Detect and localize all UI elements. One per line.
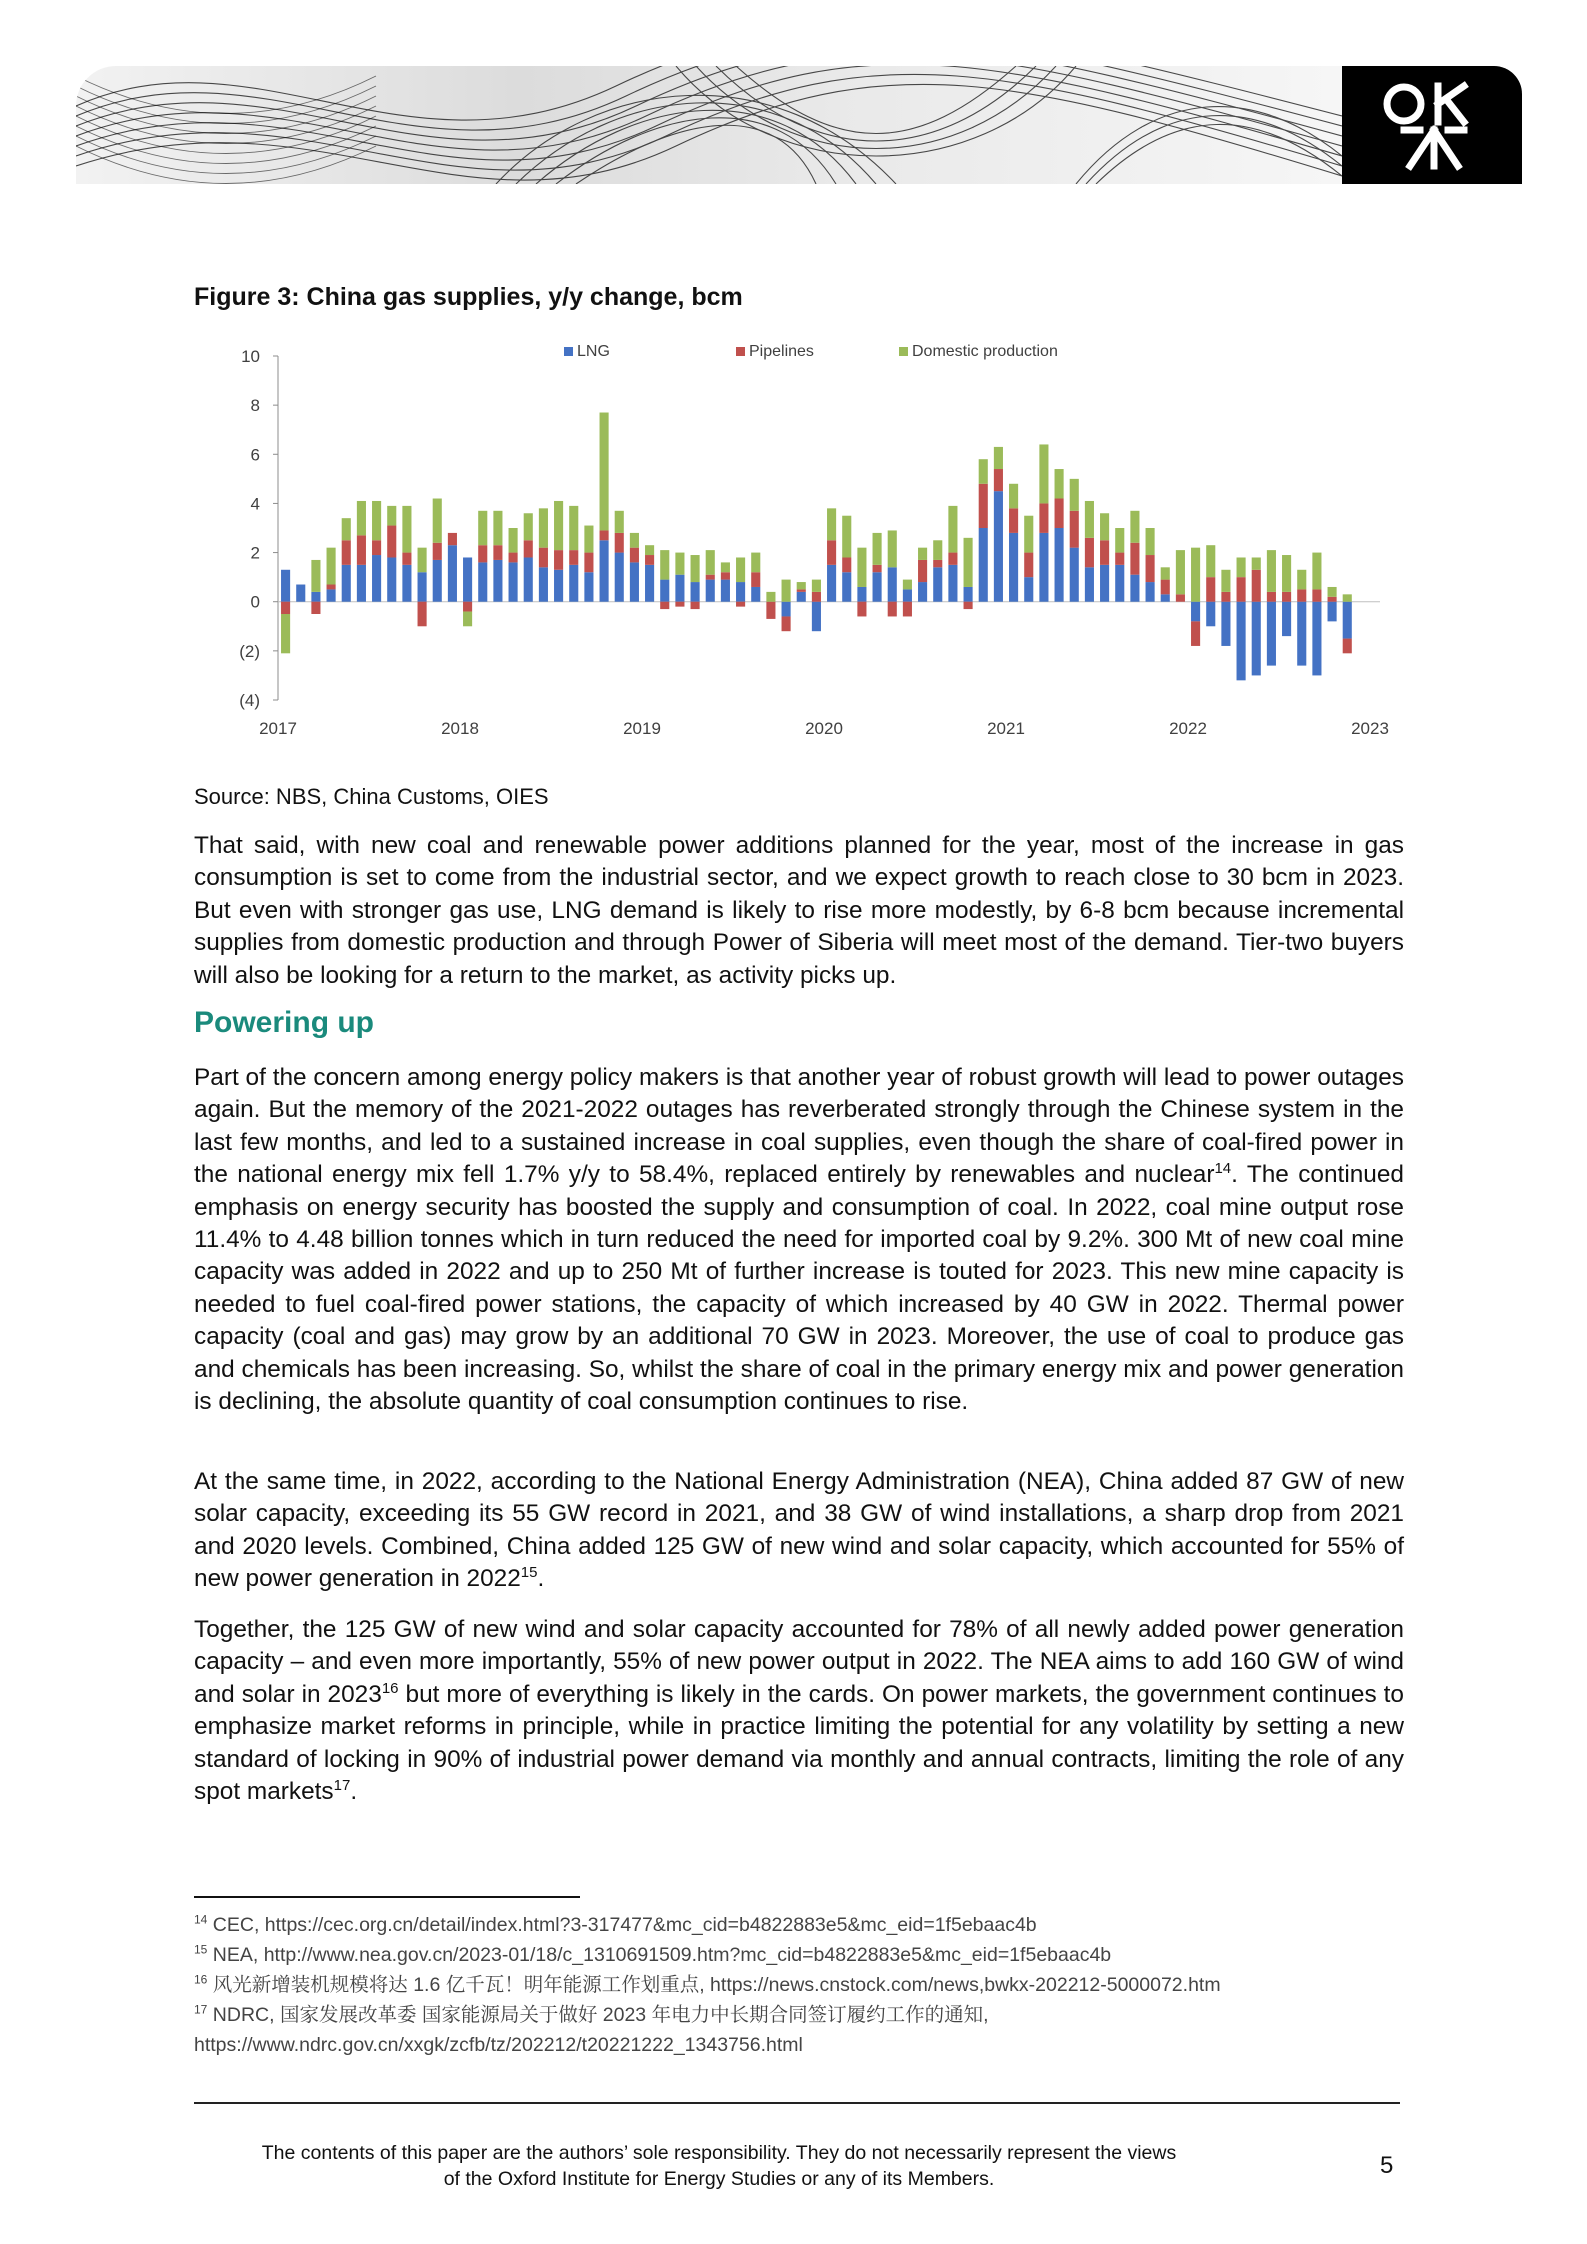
bar-pipelines bbox=[782, 616, 791, 631]
bar-lng bbox=[994, 491, 1003, 602]
bar-lng bbox=[721, 580, 730, 602]
bar-domestic-production bbox=[418, 548, 427, 573]
footnote-16[interactable] bbox=[194, 1970, 1404, 2000]
bar-lng bbox=[630, 562, 639, 601]
bar-domestic-production bbox=[1055, 469, 1064, 498]
bar-pipelines bbox=[1206, 577, 1215, 602]
bar-pipelines bbox=[812, 592, 821, 602]
bar-lng bbox=[1146, 582, 1155, 602]
bar-lng bbox=[1343, 602, 1352, 639]
bar-pipelines bbox=[433, 543, 442, 560]
bar-domestic-production bbox=[933, 540, 942, 560]
page-number: 5 bbox=[1380, 2152, 1394, 2179]
legend-label: Domestic production bbox=[912, 343, 1058, 360]
x-tick-label: 2019 bbox=[623, 719, 661, 738]
bar-pipelines bbox=[539, 548, 548, 568]
bar-pipelines bbox=[311, 602, 320, 614]
bar-pipelines bbox=[357, 535, 366, 564]
footnote-ref-16[interactable]: 16 bbox=[381, 1679, 399, 1697]
bar-domestic-production bbox=[1115, 528, 1124, 553]
bar-pipelines bbox=[766, 602, 775, 619]
bar-pipelines bbox=[964, 602, 973, 609]
bar-domestic-production bbox=[1343, 594, 1352, 601]
bar-pipelines bbox=[1282, 592, 1291, 602]
bar-domestic-production bbox=[675, 553, 684, 575]
bar-pipelines bbox=[327, 585, 336, 590]
y-tick-label: (2) bbox=[239, 641, 260, 661]
bar-lng bbox=[1282, 602, 1291, 636]
gas-supplies-chart bbox=[194, 330, 1404, 750]
bar-pipelines bbox=[979, 484, 988, 528]
bar-pipelines bbox=[554, 550, 563, 570]
bar-pipelines bbox=[1297, 589, 1306, 601]
bar-pipelines bbox=[630, 548, 639, 563]
bar-domestic-production bbox=[1328, 587, 1337, 597]
bar-domestic-production bbox=[766, 592, 775, 602]
y-tick-label: 10 bbox=[241, 347, 260, 366]
y-tick-label: 6 bbox=[250, 445, 260, 465]
paragraph-text: Together, the 125 GW of new wind and solar capacity accounted for 78% of all newly added power generation capacity – and even more importantly, 55% of new power output in 2022. The NEA aims to add 160 GW of wind and solar in 2023 bbox=[194, 1616, 1404, 1708]
bar-domestic-production bbox=[615, 511, 624, 533]
bar-pipelines bbox=[827, 540, 836, 565]
bar-pipelines bbox=[372, 540, 381, 555]
bar-pipelines bbox=[1221, 592, 1230, 602]
bar-pipelines bbox=[751, 572, 760, 587]
bar-pipelines bbox=[478, 545, 487, 562]
bar-lng bbox=[524, 557, 533, 601]
legend-label: Pipelines bbox=[749, 343, 814, 360]
figure-source: Source: NBS, China Customs, OIES bbox=[194, 784, 549, 809]
chart-labels bbox=[239, 347, 1389, 738]
footnote-text: 风光新增装机规模将达 1.6 亿千瓦！明年能源工作划重点, https://news.cnstock.com/news,bwkx-202212-5000072.htm bbox=[207, 1974, 1221, 1996]
bar-pipelines bbox=[721, 572, 730, 579]
bar-lng bbox=[357, 565, 366, 602]
bar-domestic-production bbox=[387, 506, 396, 526]
bar-domestic-production bbox=[281, 614, 290, 653]
footnote-number: 15 bbox=[194, 1942, 208, 1957]
bar-lng bbox=[873, 572, 882, 601]
bar-pipelines bbox=[569, 550, 578, 565]
bar-domestic-production bbox=[493, 511, 502, 545]
footnote-17[interactable] bbox=[194, 2000, 1404, 2030]
bar-domestic-production bbox=[903, 580, 912, 590]
bar-pipelines bbox=[448, 533, 457, 545]
bar-domestic-production bbox=[554, 501, 563, 550]
bar-lng bbox=[1328, 602, 1337, 622]
bar-pipelines bbox=[1115, 553, 1124, 565]
bar-lng bbox=[372, 555, 381, 602]
bar-domestic-production bbox=[1312, 553, 1321, 590]
bar-domestic-production bbox=[327, 548, 336, 585]
bar-pipelines bbox=[1252, 570, 1261, 602]
x-tick-label: 2022 bbox=[1169, 719, 1207, 738]
bar-domestic-production bbox=[751, 553, 760, 573]
bar-lng bbox=[827, 565, 836, 602]
bar-lng bbox=[888, 567, 897, 601]
bar-domestic-production bbox=[857, 548, 866, 587]
y-tick-label: 0 bbox=[250, 592, 260, 612]
bar-pipelines bbox=[994, 469, 1003, 491]
bar-domestic-production bbox=[1206, 545, 1215, 577]
bar-lng bbox=[1221, 602, 1230, 646]
footnote-14[interactable] bbox=[194, 1910, 1404, 1940]
bar-pipelines bbox=[1070, 511, 1079, 548]
bar-domestic-production bbox=[1085, 501, 1094, 538]
y-tick-label: 2 bbox=[250, 543, 260, 563]
x-tick-label: 2018 bbox=[441, 719, 479, 738]
bar-domestic-production bbox=[994, 447, 1003, 469]
bar-pipelines bbox=[1176, 594, 1185, 601]
bar-domestic-production bbox=[584, 526, 593, 553]
bar-domestic-production bbox=[311, 560, 320, 592]
bar-domestic-production bbox=[1267, 550, 1276, 592]
bar-domestic-production bbox=[797, 582, 806, 589]
bar-lng bbox=[1085, 567, 1094, 601]
footer-separator bbox=[194, 2102, 1400, 2104]
header-banner bbox=[76, 66, 1342, 184]
paragraph-text: At the same time, in 2022, according to the National Energy Administration (NEA), China added 87 GW of new solar capacity, exceeding its 55 GW record in 2021, and 38 GW of wind installations, a sharp drop from 2021 and 2020 levels. Combined, China added 125 GW of new wind and solar capacity, which accounted for 55% of new power generation in 2022 bbox=[194, 1468, 1404, 1593]
bar-domestic-production bbox=[736, 557, 745, 582]
x-tick-label: 2021 bbox=[987, 719, 1025, 738]
bar-lng bbox=[478, 562, 487, 601]
bar-lng bbox=[1297, 602, 1306, 666]
bar-pipelines bbox=[1191, 621, 1200, 646]
footnote-ref-15[interactable]: 15 bbox=[520, 1564, 538, 1582]
bar-pipelines bbox=[842, 557, 851, 572]
bar-domestic-production bbox=[1176, 550, 1185, 594]
bar-pipelines bbox=[615, 533, 624, 553]
bar-pipelines bbox=[1100, 540, 1109, 565]
footnote-text: CEC, https://cec.org.cn/detail/index.html?3-317477&mc_cid=b4822883e5&mc_eid=1f5ebaac4b bbox=[207, 1914, 1037, 1936]
legend-label: LNG bbox=[577, 343, 610, 360]
bar-domestic-production bbox=[372, 501, 381, 540]
chart-bars bbox=[281, 413, 1352, 681]
bar-domestic-production bbox=[873, 533, 882, 565]
bar-domestic-production bbox=[964, 538, 973, 587]
bar-pipelines bbox=[1161, 580, 1170, 595]
bar-pipelines bbox=[1267, 592, 1276, 602]
bar-lng bbox=[311, 592, 320, 602]
oies-logo bbox=[1342, 66, 1522, 184]
bar-domestic-production bbox=[706, 550, 715, 575]
bar-domestic-production bbox=[918, 548, 927, 560]
bar-lng bbox=[751, 587, 760, 602]
bar-lng bbox=[918, 582, 927, 602]
chart-legend bbox=[564, 343, 1058, 360]
bar-lng bbox=[418, 572, 427, 601]
footnote-17-url[interactable] bbox=[194, 2030, 1404, 2060]
paragraph-text: but more of everything is likely in the cards. On power markets, the government continues to emphasize market reforms in principle, while in practice limiting the potential for any volatility by setting a new standard of locking in 90% of industrial power demand via monthly and annual contracts, limiting the role of any spot markets bbox=[194, 1680, 1404, 1806]
bar-lng bbox=[1039, 533, 1048, 602]
bar-lng bbox=[1024, 577, 1033, 602]
paragraph-text: . bbox=[350, 1778, 358, 1806]
x-tick-label: 2020 bbox=[805, 719, 843, 738]
bar-lng bbox=[1115, 565, 1124, 602]
bar-domestic-production bbox=[827, 508, 836, 540]
bar-lng bbox=[402, 565, 411, 602]
bar-pipelines bbox=[736, 602, 745, 607]
bar-lng bbox=[281, 570, 290, 602]
bar-pipelines bbox=[933, 560, 942, 567]
bar-lng bbox=[903, 589, 912, 601]
bar-domestic-production bbox=[569, 506, 578, 550]
footer-disclaimer bbox=[194, 2140, 1244, 2192]
bar-lng bbox=[1237, 602, 1246, 681]
bar-domestic-production bbox=[433, 499, 442, 543]
bar-lng bbox=[1191, 602, 1200, 622]
bar-pipelines bbox=[463, 602, 472, 612]
bar-domestic-production bbox=[721, 562, 730, 572]
bar-lng bbox=[1070, 548, 1079, 602]
bar-lng bbox=[1206, 602, 1215, 627]
bar-pipelines bbox=[387, 526, 396, 558]
bar-domestic-production bbox=[1039, 444, 1048, 503]
bar-domestic-production bbox=[539, 508, 548, 547]
bar-pipelines bbox=[1343, 639, 1352, 654]
footnote-text: NDRC, 国家发展改革委 国家能源局关于做好 2023 年电力中长期合同签订履约工作的通知, bbox=[207, 2004, 989, 2026]
bar-lng bbox=[933, 567, 942, 601]
bar-lng bbox=[782, 602, 791, 617]
bar-domestic-production bbox=[1297, 570, 1306, 590]
bar-pipelines bbox=[1237, 577, 1246, 602]
bar-domestic-production bbox=[948, 506, 957, 553]
bar-lng bbox=[964, 587, 973, 602]
bar-lng bbox=[1055, 528, 1064, 602]
bar-lng bbox=[584, 572, 593, 601]
bar-pipelines bbox=[1085, 538, 1094, 567]
bar-lng bbox=[1252, 602, 1261, 676]
y-tick-label: (4) bbox=[239, 691, 260, 710]
paragraph-lng-demand bbox=[194, 830, 1404, 992]
bar-pipelines bbox=[1055, 499, 1064, 528]
bar-domestic-production bbox=[691, 555, 700, 582]
bar-pipelines bbox=[797, 589, 806, 591]
bar-lng bbox=[327, 589, 336, 601]
legend-swatch bbox=[564, 347, 573, 356]
footnotes bbox=[194, 1910, 1404, 2060]
bar-pipelines bbox=[918, 560, 927, 582]
bar-lng bbox=[463, 557, 472, 601]
bar-pipelines bbox=[1328, 597, 1337, 602]
footnote-text: NEA, http://www.nea.gov.cn/2023-01/18/c_1310691509.htm?mc_cid=b4822883e5&mc_eid=1f5ebaac4b bbox=[207, 1944, 1112, 1966]
footnote-ref-17[interactable]: 17 bbox=[333, 1776, 351, 1794]
bar-lng bbox=[842, 572, 851, 601]
bar-lng bbox=[645, 565, 654, 602]
x-tick-label: 2023 bbox=[1351, 719, 1389, 738]
bar-domestic-production bbox=[1009, 484, 1018, 509]
bar-lng bbox=[1130, 575, 1139, 602]
bar-pipelines bbox=[1024, 553, 1033, 578]
bar-pipelines bbox=[342, 540, 351, 565]
x-tick-label: 2017 bbox=[259, 719, 297, 738]
bar-lng bbox=[736, 582, 745, 602]
bar-lng bbox=[675, 575, 684, 602]
chart-container bbox=[194, 330, 1404, 750]
bar-lng bbox=[857, 587, 866, 602]
paragraph-power-outages bbox=[194, 1062, 1404, 1418]
bar-pipelines bbox=[888, 602, 897, 617]
bar-pipelines bbox=[675, 602, 684, 607]
bar-pipelines bbox=[1146, 555, 1155, 582]
bar-domestic-production bbox=[1130, 511, 1139, 543]
bar-domestic-production bbox=[1282, 555, 1291, 592]
bar-pipelines bbox=[857, 602, 866, 617]
bar-pipelines bbox=[1130, 543, 1139, 575]
bar-domestic-production bbox=[357, 501, 366, 535]
footnote-number: 17 bbox=[194, 2002, 208, 2017]
y-tick-label: 8 bbox=[250, 396, 260, 416]
footnote-number: 14 bbox=[194, 1912, 208, 1927]
bar-lng bbox=[691, 582, 700, 602]
bar-domestic-production bbox=[402, 506, 411, 553]
bar-domestic-production bbox=[1221, 570, 1230, 592]
bar-domestic-production bbox=[342, 518, 351, 540]
bar-domestic-production bbox=[1024, 516, 1033, 553]
bar-domestic-production bbox=[1161, 567, 1170, 579]
bar-lng bbox=[1267, 602, 1276, 666]
paragraph-solar-wind bbox=[194, 1466, 1404, 1596]
bar-lng bbox=[493, 560, 502, 602]
bar-lng bbox=[706, 580, 715, 602]
bar-domestic-production bbox=[888, 530, 897, 567]
oies-logo-mark-icon bbox=[1342, 66, 1522, 184]
bar-lng bbox=[296, 585, 305, 602]
bar-pipelines bbox=[691, 602, 700, 609]
bar-pipelines bbox=[903, 602, 912, 617]
y-tick-label: 4 bbox=[250, 494, 260, 514]
bar-lng bbox=[660, 580, 669, 602]
bar-domestic-production bbox=[524, 513, 533, 540]
bar-lng bbox=[554, 570, 563, 602]
bar-pipelines bbox=[645, 555, 654, 565]
bar-lng bbox=[342, 565, 351, 602]
bar-domestic-production bbox=[630, 533, 639, 548]
footnote-15[interactable] bbox=[194, 1940, 1404, 1970]
footer-line-1: The contents of this paper are the authors’ sole responsibility. They do not necessarily represent the views bbox=[261, 2142, 1177, 2164]
bar-pipelines bbox=[509, 553, 518, 563]
paragraph-text: Part of the concern among energy policy makers is that another year of robust growth will lead to power outages again. But the memory of the 2021-2022 outages has reverberated strongly through the Chinese system in the last few months, and led to a sustained increase in coal supplies, even though the share of coal-fired power in the national energy mix fell 1.7% y/y to 58.4%, replaced entirely by renewables and nuclear bbox=[194, 1064, 1404, 1189]
bar-lng bbox=[615, 553, 624, 602]
legend-swatch bbox=[899, 347, 908, 356]
bar-domestic-production bbox=[979, 459, 988, 484]
bar-pipelines bbox=[1039, 503, 1048, 532]
bar-lng bbox=[797, 592, 806, 602]
bar-lng bbox=[539, 567, 548, 601]
bar-pipelines bbox=[1312, 589, 1321, 601]
bar-pipelines bbox=[418, 602, 427, 627]
bar-domestic-production bbox=[600, 413, 609, 531]
bar-lng bbox=[948, 565, 957, 602]
decorative-wave-pattern bbox=[76, 66, 1342, 184]
bar-domestic-production bbox=[1146, 528, 1155, 555]
bar-lng bbox=[448, 545, 457, 602]
bar-domestic-production bbox=[1070, 479, 1079, 511]
bar-lng bbox=[387, 557, 396, 601]
bar-domestic-production bbox=[463, 612, 472, 627]
bar-pipelines bbox=[524, 540, 533, 557]
bar-lng bbox=[1009, 533, 1018, 602]
footnote-ref-14[interactable]: 14 bbox=[1214, 1160, 1232, 1178]
bar-domestic-production bbox=[645, 545, 654, 555]
bar-domestic-production bbox=[509, 528, 518, 553]
bar-pipelines bbox=[660, 602, 669, 609]
bar-pipelines bbox=[493, 545, 502, 560]
bar-pipelines bbox=[600, 530, 609, 540]
bar-domestic-production bbox=[842, 516, 851, 558]
section-heading-powering-up: Powering up bbox=[194, 1006, 374, 1039]
footnote-text: https://www.ndrc.gov.cn/xxgk/zcfb/tz/202212/t20221222_1343756.html bbox=[194, 2034, 803, 2056]
bar-domestic-production bbox=[1252, 557, 1261, 569]
footer-line-2: of the Oxford Institute for Energy Studies or any of its Members. bbox=[443, 2168, 995, 2190]
bar-lng bbox=[812, 602, 821, 631]
footnote-number: 16 bbox=[194, 1972, 208, 1987]
bar-domestic-production bbox=[812, 580, 821, 592]
bar-domestic-production bbox=[1100, 513, 1109, 540]
bar-lng bbox=[433, 560, 442, 602]
footnote-separator bbox=[194, 1896, 580, 1898]
bar-lng bbox=[979, 528, 988, 602]
bar-lng bbox=[509, 562, 518, 601]
paragraph-text: That said, with new coal and renewable power additions planned for the year, most of the increase in gas consumption is set to come from the industrial sector, and we expect growth to reach close to 30 bcm in 2023. But even with stronger gas use, LNG demand is likely to rise more modestly, by 6-8 bcm because incremental supplies from domestic production and through Power of Siberia will meet most of the demand. Tier-two buyers will also be looking for a return to the market, as activity picks up. bbox=[194, 832, 1404, 989]
bar-domestic-production bbox=[1191, 548, 1200, 602]
bar-domestic-production bbox=[478, 511, 487, 545]
bar-lng bbox=[600, 540, 609, 601]
bar-pipelines bbox=[948, 553, 957, 565]
paragraph-text: . bbox=[537, 1565, 545, 1593]
legend-swatch bbox=[736, 347, 745, 356]
bar-domestic-production bbox=[1237, 557, 1246, 577]
paragraph-capacity-targets bbox=[194, 1614, 1404, 1808]
paragraph-text: . The continued emphasis on energy security has boosted the supply and consumption of coal. In 2022, coal mine output rose 11.4% to 4.48 billion tonnes which in turn reduced the need for imported coal by 9.2%. 300 Mt of new coal mine capacity was added in 2022 and up to 250 Mt of further increase is touted for 2023. This new mine capacity is needed to fuel coal-fired power stations, the capacity of which increased by 40 GW in 2022. Thermal power capacity (coal and gas) may grow by an additional 70 GW in 2023. Moreover, the use of coal to produce gas and chemicals has been increasing. So, whilst the share of coal in the primary energy mix and power generation is declining, the absolute quantity of coal consumption continues to rise. bbox=[194, 1161, 1404, 1416]
figure-title: Figure 3: China gas supplies, y/y change, bcm bbox=[194, 283, 743, 311]
bar-pipelines bbox=[281, 602, 290, 614]
bar-lng bbox=[1100, 565, 1109, 602]
bar-lng bbox=[1161, 594, 1170, 601]
bar-pipelines bbox=[1009, 508, 1018, 533]
bar-domestic-production bbox=[660, 550, 669, 579]
bar-lng bbox=[569, 565, 578, 602]
bar-pipelines bbox=[584, 553, 593, 573]
bar-pipelines bbox=[402, 553, 411, 565]
bar-domestic-production bbox=[782, 580, 791, 602]
bar-pipelines bbox=[706, 575, 715, 580]
bar-pipelines bbox=[873, 565, 882, 572]
bar-lng bbox=[1312, 602, 1321, 676]
